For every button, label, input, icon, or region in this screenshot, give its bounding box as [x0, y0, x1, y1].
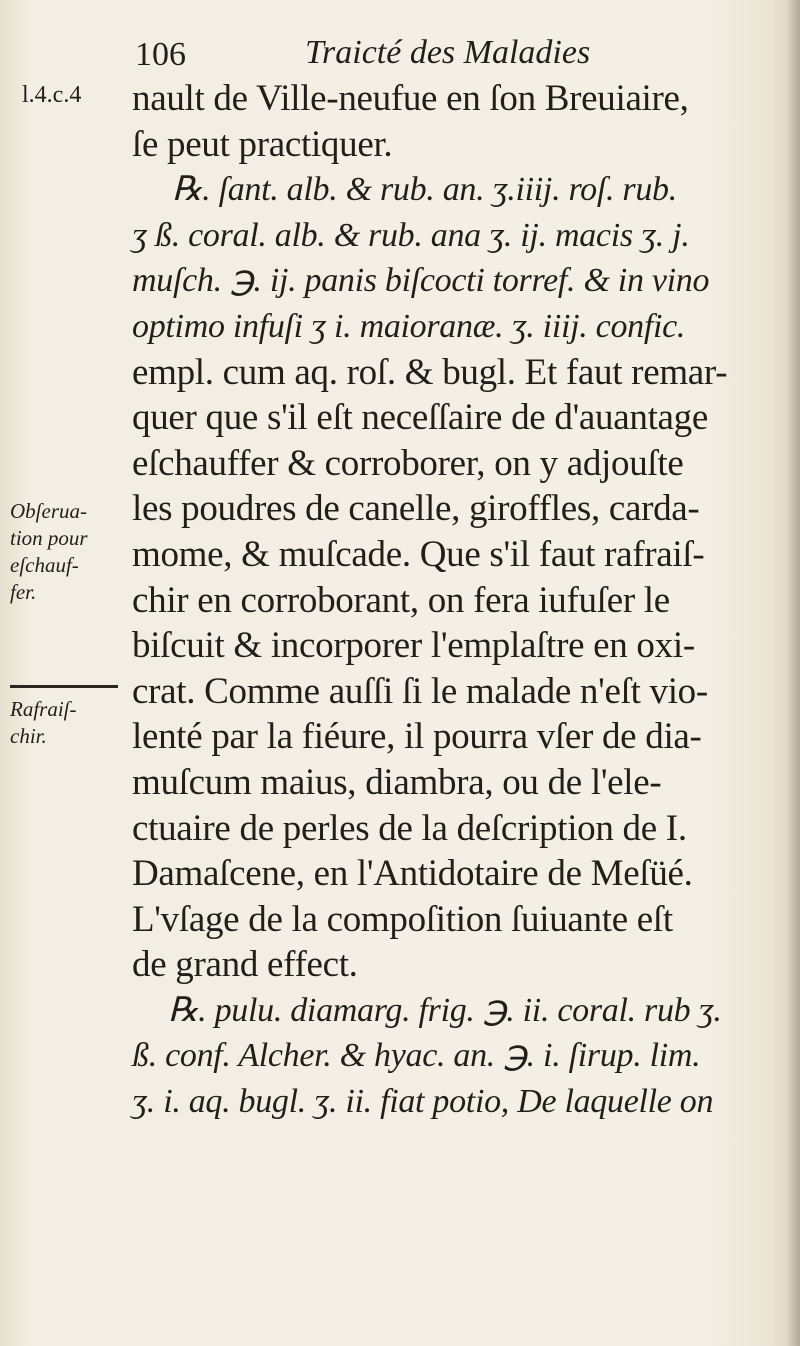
text-line-recipe: muſch. ℈. ij. panis biſcocti torref. & in vino — [132, 262, 710, 300]
body-text — [132, 76, 772, 1125]
text-line: nault de Ville-neufue en ſon Breuiaire, — [132, 78, 689, 119]
margin-note-observation — [10, 498, 88, 606]
text-line-recipe: ʒ ß. coral. alb. & rub. ana ʒ. ij. macis ʒ. j. — [132, 216, 690, 254]
margin-note-line: tion pour — [10, 526, 88, 550]
text-line: eſchauffer & corroborer, on y adjouſte — [132, 442, 684, 484]
margin-note-line: Rafraiſ- — [10, 697, 77, 721]
page-number: 106 — [135, 36, 186, 73]
margin-note-line: fer. — [10, 580, 37, 604]
running-title: Traicté des Maladies — [305, 34, 591, 71]
text-line: crat. Comme auſſi ſi le malade n'eſt vio- — [132, 670, 708, 712]
text-line: muſcum maius, diambra, ou de l'ele- — [132, 761, 662, 803]
page-edge-shadow — [786, 0, 800, 1346]
text-line: ſe peut practiquer. — [132, 123, 393, 165]
margin-note-line: chir. — [10, 724, 47, 748]
margin-note-line: Obſerua- — [10, 499, 87, 523]
text-line-recipe: ℞. ſant. alb. & rub. an. ʒ.iiij. roſ. rub. — [172, 171, 677, 209]
page-header — [135, 28, 655, 78]
text-line: ctuaire de perles de la deſcription de I. — [132, 807, 687, 849]
text-line-recipe: ʒ. i. aq. bugl. ʒ. ii. fiat potio, De laquelle on — [132, 1083, 714, 1121]
text-line: biſcuit & incorporer l'emplaſtre en oxi- — [132, 625, 695, 667]
margin-reference: l.4.c.4 — [22, 82, 82, 108]
text-line-recipe: ß. conf. Alcher. & hyac. an. ℈. i. ſirup. lim. — [132, 1037, 701, 1075]
text-line: de grand effect. — [132, 944, 358, 986]
margin-note-rafraischir — [10, 696, 77, 750]
text-line: L'vſage de la compoſition ſuiuante eſt — [132, 898, 673, 940]
text-line: lenté par la fiéure, il pourra vſer de dia- — [132, 716, 702, 758]
text-line: quer que s'il eſt neceſſaire de d'auantage — [132, 397, 709, 439]
text-line-recipe: optimo infuſi ʒ i. maioranæ. ʒ. iiij. confic. — [132, 307, 686, 345]
text-line: mome, & muſcade. Que s'il faut rafraiſ- — [132, 533, 705, 575]
text-line: les poudres de canelle, giroffles, carda- — [132, 488, 700, 530]
text-line-recipe: ℞. pulu. diamarg. frig. ℈. ii. coral. rub ʒ. — [168, 991, 722, 1029]
text-line: chir en corroborant, on fera iufuſer le — [132, 579, 670, 621]
text-line: Damaſcene, en l'Antidotaire de Meſüé. — [132, 853, 693, 895]
text-line: empl. cum aq. roſ. & bugl. Et faut remar- — [132, 351, 728, 393]
margin-note-line: eſchauf- — [10, 553, 79, 577]
margin-divider — [10, 685, 118, 688]
